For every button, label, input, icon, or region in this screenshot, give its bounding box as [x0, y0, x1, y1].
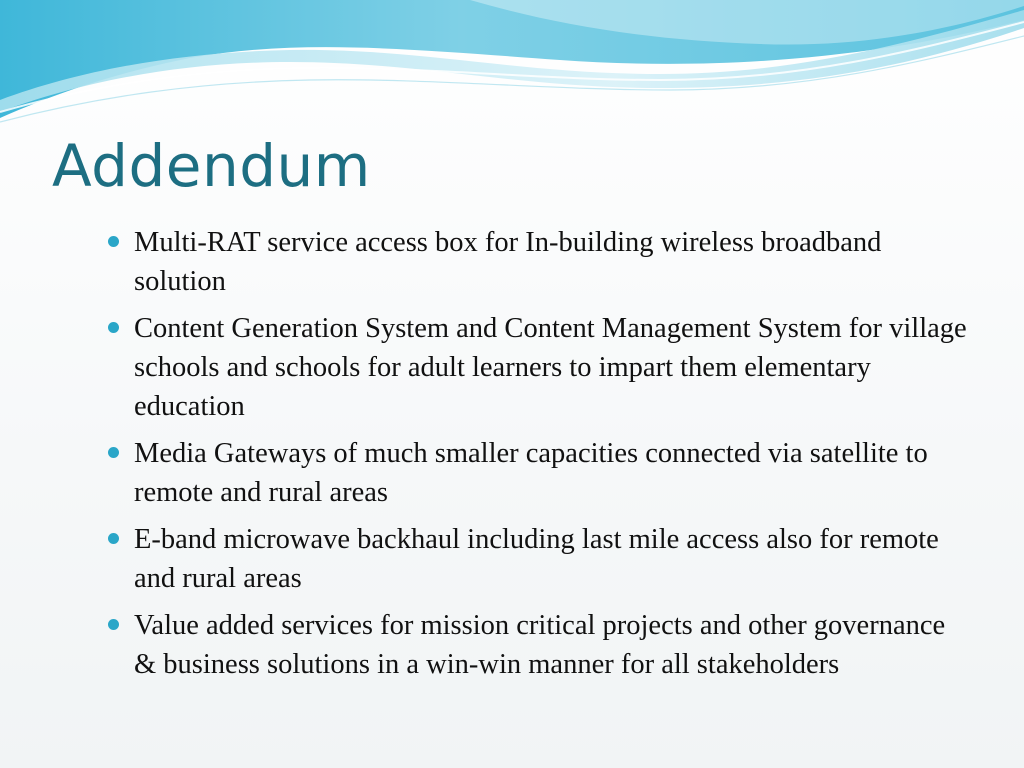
bullet-dot-icon — [108, 322, 119, 333]
list-item — [108, 309, 968, 426]
list-item — [108, 520, 968, 598]
bullet-text: Multi-RAT service access box for In-building wireless broadband solution — [134, 227, 882, 297]
list-item — [108, 223, 968, 301]
bullet-text: Value added services for mission critical projects and other governance & business solutions in a win-win manner for all stakeholders — [134, 610, 946, 680]
bullet-dot-icon — [108, 619, 119, 630]
slide-title: Addendum — [52, 132, 371, 200]
bullet-dot-icon — [108, 533, 119, 544]
bullet-text: E-band microwave backhaul including last mile access also for remote and rural areas — [134, 524, 939, 594]
bullet-text: Content Generation System and Content Management System for village schools and schools for adult learners to impart them elementary education — [134, 313, 967, 422]
list-item — [108, 606, 968, 684]
bullet-list — [108, 223, 968, 692]
list-item — [108, 434, 968, 512]
bullet-dot-icon — [108, 236, 119, 247]
bullet-dot-icon — [108, 447, 119, 458]
bullet-text: Media Gateways of much smaller capacities connected via satellite to remote and rural areas — [134, 438, 928, 508]
header-wave-decoration — [0, 0, 1024, 130]
